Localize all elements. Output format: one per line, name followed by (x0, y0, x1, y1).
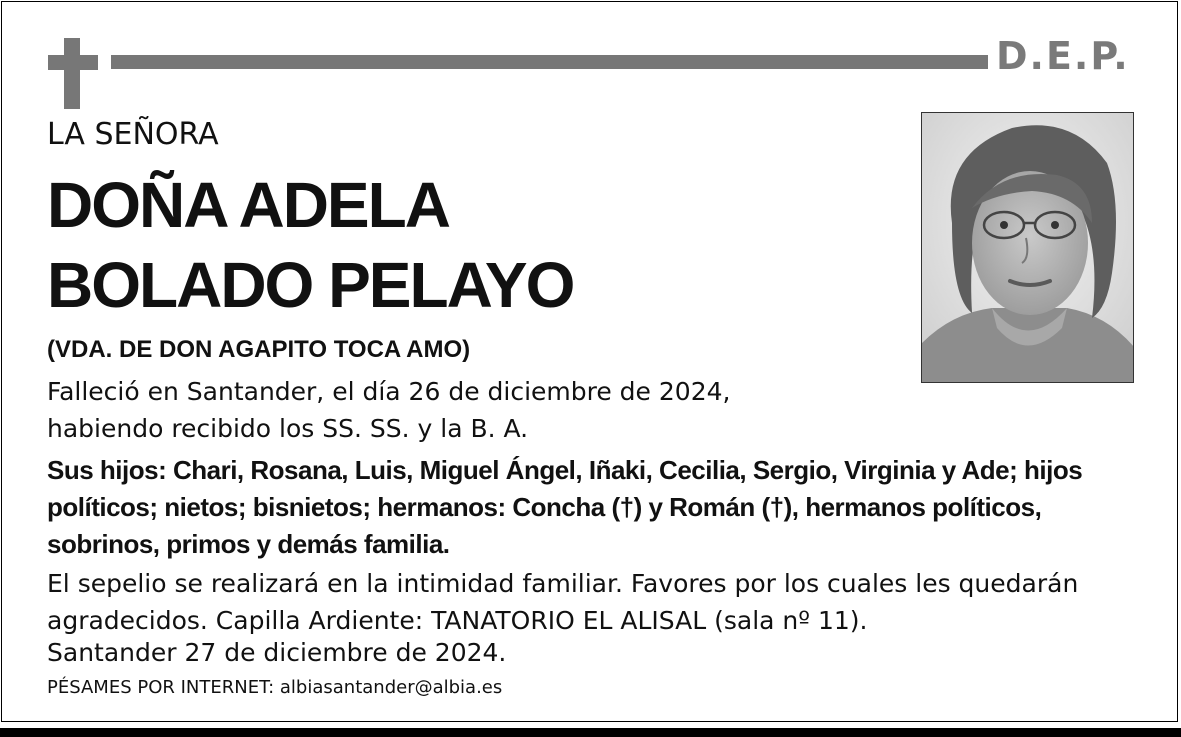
notice-date: Santander 27 de diciembre de 2024. (47, 638, 507, 667)
portrait-photo (921, 112, 1134, 383)
deceased-name-line2: BOLADO PELAYO (47, 249, 574, 321)
portrait-image (922, 113, 1134, 383)
death-line: Falleció en Santander, el día 26 de diciembre de 2024, (47, 377, 731, 406)
bottom-bar (0, 728, 1181, 737)
honorific: LA SEÑORA (47, 117, 219, 152)
family-line: políticos; nietos; bisnietos; hermanos: Concha (†) y Román (†), hermanos políticos, (47, 492, 1042, 522)
family-line: sobrinos, primos y demás familia. (47, 529, 450, 559)
funeral-info (47, 565, 1078, 639)
funeral-line: El sepelio se realizará en la intimidad familiar. Favores por los cuales les quedarán (47, 569, 1079, 598)
header-rule (111, 55, 988, 69)
family-line: Sus hijos: Chari, Rosana, Luis, Miguel Ángel, Iñaki, Cecilia, Sergio, Virginia y Ade; hijos (47, 455, 1083, 485)
family-list (47, 452, 1082, 563)
funeral-line: agradecidos. Capilla Ardiente: TANATORIO EL ALISAL (sala nº 11). (47, 606, 868, 635)
condolences-line: PÉSAMES POR INTERNET: albiasantander@albia.es (47, 677, 503, 698)
death-notice (47, 373, 730, 447)
dep-label: D.E.P. (996, 34, 1130, 78)
widow-line: (VDA. DE DON AGAPITO TOCA AMO) (47, 336, 471, 363)
death-line: habiendo recibido los SS. SS. y la B. A. (47, 414, 529, 443)
deceased-name-line1: DOÑA ADELA (47, 169, 449, 241)
cross-icon (48, 38, 98, 109)
